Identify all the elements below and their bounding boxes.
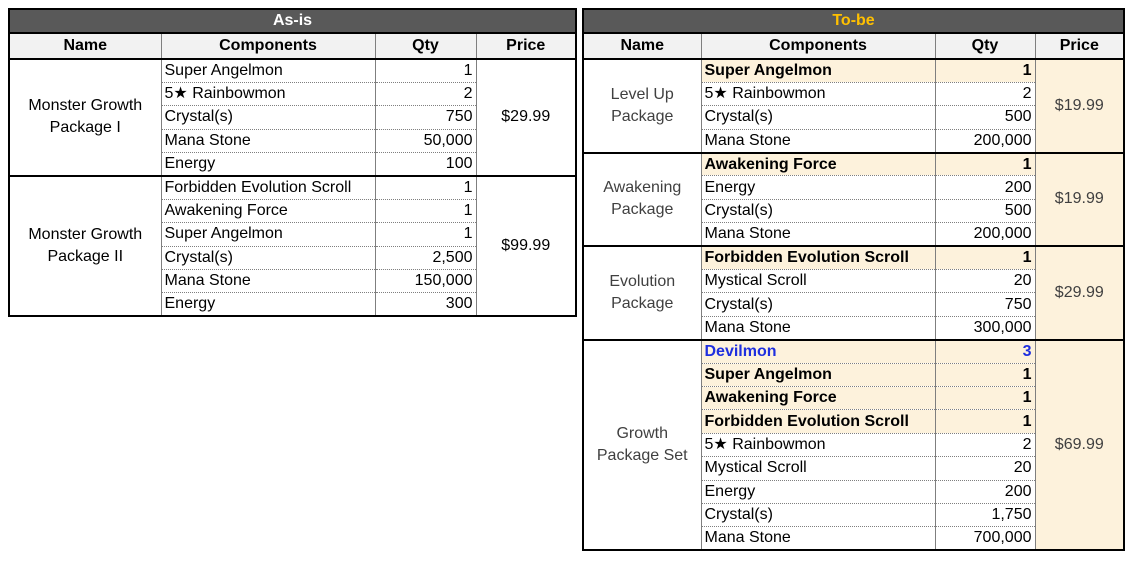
component-cell: Crystal(s) — [161, 246, 375, 269]
qty-cell: 500 — [935, 199, 1035, 222]
qty-cell: 150,000 — [375, 270, 476, 293]
component-cell: Energy — [161, 293, 375, 316]
package-name: Monster Growth Package I — [9, 59, 161, 176]
col-header-components: Components — [161, 33, 375, 59]
qty-cell: 100 — [375, 153, 476, 176]
component-cell: Forbidden Evolution Scroll — [161, 176, 375, 199]
qty-cell: 3 — [935, 340, 1035, 363]
qty-cell: 1 — [935, 363, 1035, 386]
component-cell: Super Angelmon — [161, 59, 375, 82]
qty-cell: 2,500 — [375, 246, 476, 269]
as-is-table — [8, 8, 577, 317]
package-price: $29.99 — [476, 59, 576, 176]
component-cell: Super Angelmon — [701, 59, 935, 82]
component-cell: Awakening Force — [701, 153, 935, 176]
component-cell: Energy — [161, 153, 375, 176]
qty-cell: 300 — [375, 293, 476, 316]
col-header-components: Components — [701, 33, 935, 59]
component-cell: Mana Stone — [161, 129, 375, 152]
component-cell: Mystical Scroll — [701, 457, 935, 480]
component-cell: Forbidden Evolution Scroll — [701, 410, 935, 433]
component-cell: Devilmon — [701, 340, 935, 363]
qty-cell: 200 — [935, 176, 1035, 199]
table-row — [9, 59, 576, 82]
as-is-title: As-is — [9, 9, 576, 33]
qty-cell: 1 — [375, 59, 476, 82]
component-cell: Mana Stone — [701, 316, 935, 339]
col-header-qty: Qty — [375, 33, 476, 59]
package-price: $69.99 — [1035, 340, 1124, 551]
qty-cell: 2 — [935, 433, 1035, 456]
qty-cell: 1 — [375, 223, 476, 246]
qty-cell: 2 — [935, 82, 1035, 105]
qty-cell: 20 — [935, 270, 1035, 293]
package-name: Evolution Package — [583, 246, 701, 340]
package-name: Awakening Package — [583, 153, 701, 247]
qty-cell: 1 — [935, 386, 1035, 409]
component-cell: Mana Stone — [161, 270, 375, 293]
qty-cell: 500 — [935, 106, 1035, 129]
qty-cell: 1 — [935, 59, 1035, 82]
component-cell: Mana Stone — [701, 223, 935, 246]
component-cell: Mana Stone — [701, 129, 935, 152]
component-cell: Awakening Force — [701, 386, 935, 409]
qty-cell: 700,000 — [935, 527, 1035, 550]
table-row — [9, 176, 576, 199]
to-be-table — [582, 8, 1125, 551]
component-cell: Crystal(s) — [701, 199, 935, 222]
qty-cell: 1,750 — [935, 503, 1035, 526]
col-header-price: Price — [1035, 33, 1124, 59]
qty-cell: 200,000 — [935, 223, 1035, 246]
qty-cell: 50,000 — [375, 129, 476, 152]
component-cell: Crystal(s) — [701, 293, 935, 316]
qty-cell: 1 — [935, 153, 1035, 176]
component-cell: Super Angelmon — [161, 223, 375, 246]
component-cell: 5★ Rainbowmon — [701, 433, 935, 456]
table-row — [583, 340, 1124, 363]
qty-cell: 2 — [375, 82, 476, 105]
qty-cell: 200 — [935, 480, 1035, 503]
as-is-body — [9, 59, 576, 316]
table-row — [583, 59, 1124, 82]
package-price: $99.99 — [476, 176, 576, 316]
component-cell: Crystal(s) — [701, 106, 935, 129]
package-price: $29.99 — [1035, 246, 1124, 340]
component-cell: Crystal(s) — [161, 106, 375, 129]
component-cell: 5★ Rainbowmon — [701, 82, 935, 105]
qty-cell: 20 — [935, 457, 1035, 480]
qty-cell: 750 — [935, 293, 1035, 316]
package-name: Monster Growth Package II — [9, 176, 161, 316]
col-header-name: Name — [9, 33, 161, 59]
col-header-price: Price — [476, 33, 576, 59]
table-row — [583, 153, 1124, 176]
package-name: Growth Package Set — [583, 340, 701, 551]
table-row — [583, 246, 1124, 269]
col-header-qty: Qty — [935, 33, 1035, 59]
qty-cell: 750 — [375, 106, 476, 129]
component-cell: Forbidden Evolution Scroll — [701, 246, 935, 269]
component-cell: Energy — [701, 480, 935, 503]
col-header-name: Name — [583, 33, 701, 59]
qty-cell: 200,000 — [935, 129, 1035, 152]
qty-cell: 300,000 — [935, 316, 1035, 339]
to-be-title: To-be — [583, 9, 1124, 33]
component-cell: Mystical Scroll — [701, 270, 935, 293]
package-price: $19.99 — [1035, 59, 1124, 153]
component-cell: Awakening Force — [161, 199, 375, 222]
component-cell: 5★ Rainbowmon — [161, 82, 375, 105]
component-cell: Crystal(s) — [701, 503, 935, 526]
component-cell: Super Angelmon — [701, 363, 935, 386]
package-name: Level Up Package — [583, 59, 701, 153]
component-cell: Mana Stone — [701, 527, 935, 550]
qty-cell: 1 — [375, 199, 476, 222]
package-price: $19.99 — [1035, 153, 1124, 247]
component-cell: Energy — [701, 176, 935, 199]
qty-cell: 1 — [935, 246, 1035, 269]
qty-cell: 1 — [375, 176, 476, 199]
qty-cell: 1 — [935, 410, 1035, 433]
to-be-body — [583, 59, 1124, 550]
